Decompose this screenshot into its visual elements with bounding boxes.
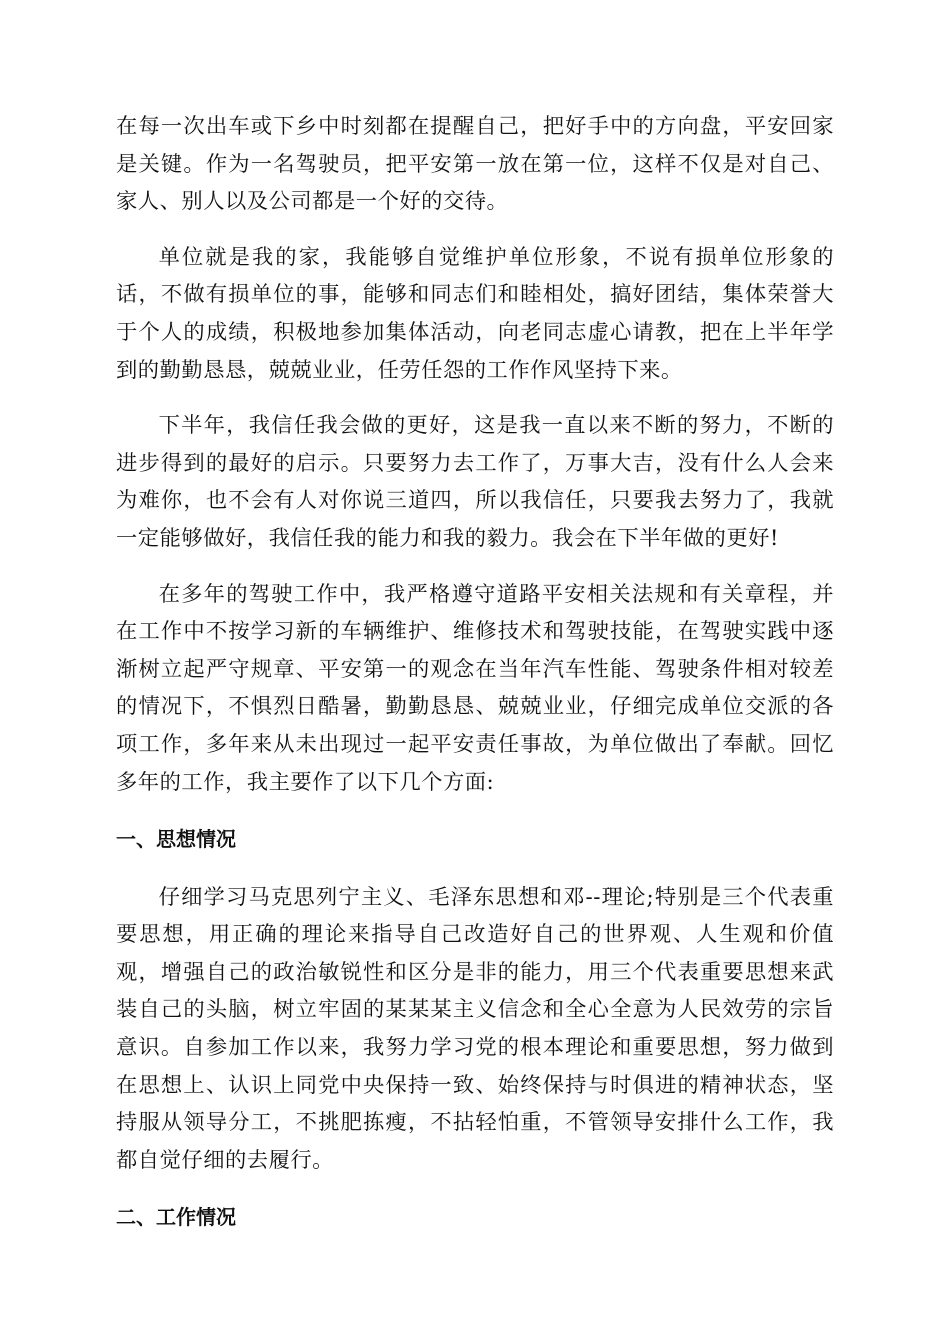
paragraph-second-half-year: 下半年，我信任我会做的更好，这是我一直以来不断的努力，不断的进步得到的最好的启示。只要努力去工作了，万事大吉，没有什么人会来为难你，也不会有人对你说三道四，所以我信任，只要我去努力了，我就一定能够做好，我信任我的能力和我的毅力。我会在下半年做的更好! <box>116 413 834 551</box>
paragraph-driving-work: 在多年的驾驶工作中，我严格遵守道路平安相关法规和有关章程，并在工作中不按学习新的车辆维护、维修技术和驾驶技能，在驾驶实践中逐渐树立起严守规章、平安第一的观念在当年汽车性能、驾驶条件相对较差的情况下，不惧烈日酷暑，勤勤恳恳、兢兢业业，仔细完成单位交派的各项工作，多年来从未出现过一起平安责任事故，为单位做出了奉献。回忆多年的工作，我主要作了以下几个方面: <box>116 581 834 795</box>
document-page <box>116 108 834 1237</box>
section-heading-thought: 一、思想情况 <box>116 827 236 852</box>
paragraph-thought: 仔细学习马克思列宁主义、毛泽东思想和邓--理论;特别是三个代表重要思想，用正确的理论来指导自己改造好自己的世界观、人生观和价值观，增强自己的政治敏锐性和区分是非的能力，用三个代表重要思想来武装自己的头脑，树立牢固的某某某主义信念和全心全意为人民效劳的宗旨意识。自参加工作以来，我努力学习党的根本理论和重要思想，努力做到在思想上、认识上同党中央保持一致、始终保持与时俱进的精神状态，坚持服从领导分工，不挑肥拣瘦，不拈轻怕重，不管领导安排什么工作，我都自觉仔细的去履行。 <box>116 884 834 1173</box>
paragraph-unit-home: 单位就是我的家，我能够自觉维护单位形象，不说有损单位形象的话，不做有损单位的事，能够和同志们和睦相处，搞好团结，集体荣誉大于个人的成绩，积极地参加集体活动，向老同志虚心请教，把在上半年学到的勤勤恳恳，兢兢业业，任劳任怨的工作作风坚持下来。 <box>116 244 834 383</box>
section-heading-work: 二、工作情况 <box>116 1205 236 1230</box>
paragraph-safety: 在每一次出车或下乡中时刻都在提醒自己，把好手中的方向盘，平安回家是关键。作为一名驾驶员，把平安第一放在第一位，这样不仅是对自己、家人、别人以及公司都是一个好的交待。 <box>116 114 834 215</box>
